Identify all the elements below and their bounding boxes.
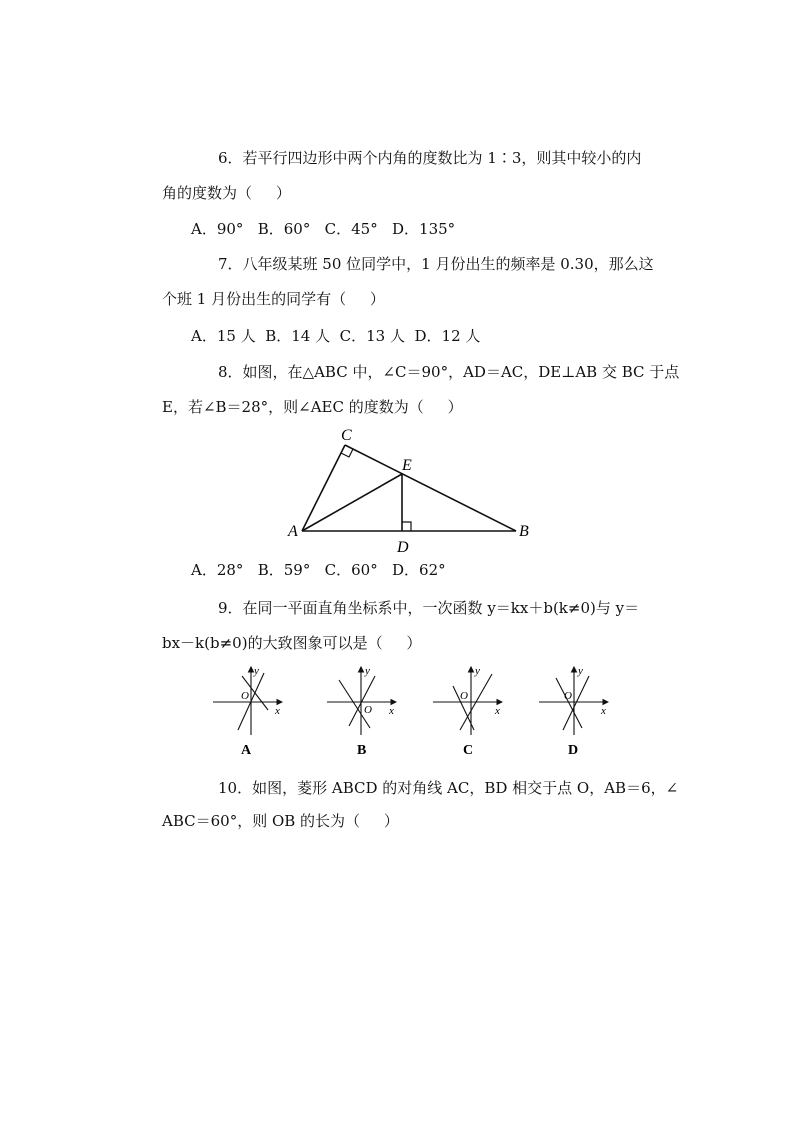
q6-line1: 6．若平行四边形中两个内角的度数比为 1∶3，则其中较小的内 [218, 149, 642, 167]
graph-b-x-label: x [389, 705, 394, 717]
q9-line1: 9．在同一平面直角坐标系中，一次函数 y＝kx＋b(k≠0)与 y＝ [218, 599, 640, 617]
graph-d-line-1 [556, 678, 582, 728]
graph-d-y-label: y [578, 665, 583, 677]
q7-line1: 7．八年级某班 50 位同学中，1 月份出生的频率是 0.30，那么这 [218, 255, 654, 273]
label-b: B [519, 523, 529, 540]
segment-cb [345, 445, 516, 531]
right-angle-mark-c [341, 449, 353, 457]
q7-options: A．15 人 B．14 人 C．13 人 D．12 人 [191, 327, 481, 345]
graph-a-line-2 [242, 676, 268, 710]
graph-a-y-label: y [254, 665, 259, 677]
graph-b [327, 667, 396, 735]
label-e: E [402, 457, 412, 474]
graph-b-label: B [357, 743, 367, 758]
q7-line2: 个班 1 月份出生的同学有（ ） [162, 290, 385, 308]
q6-line2: 角的度数为（ ） [162, 184, 291, 202]
segment-ac [302, 445, 345, 531]
graph-c-line-1 [453, 686, 474, 730]
graph-d-x-label: x [601, 705, 606, 717]
graph-d [539, 667, 608, 735]
graph-a [213, 667, 282, 735]
graph-b-origin: O [364, 704, 372, 716]
graph-a-origin: O [241, 690, 249, 702]
label-a: A [288, 523, 298, 540]
graph-c-x-label: x [495, 705, 500, 717]
graph-c-line-2 [460, 674, 492, 730]
graph-d-label: D [568, 743, 579, 758]
right-angle-mark-d [402, 522, 411, 531]
label-d: D [397, 539, 409, 556]
q6-options: A．90° B．60° C．45° D．135° [191, 220, 456, 238]
graph-c-y-label: y [475, 665, 480, 677]
q8-options: A．28° B．59° C．60° D．62° [191, 561, 446, 579]
label-c: C [341, 427, 352, 444]
graph-c-label: C [463, 743, 474, 758]
q10-line2: ABC＝60°，则 OB 的长为（ ） [162, 812, 399, 830]
graph-a-label: A [241, 743, 252, 758]
graph-b-line-2 [349, 676, 375, 726]
q10-line1: 10．如图，菱形 ABCD 的对角线 AC，BD 相交于点 O，AB＝6，∠ [218, 779, 679, 797]
q8-line2: E，若∠B＝28°，则∠AEC 的度数为（ ） [162, 398, 463, 416]
graph-d-line-2 [563, 676, 589, 730]
graph-a-x-label: x [275, 705, 280, 717]
q9-line2: bx－k(b≠0)的大致图象可以是（ ） [162, 634, 422, 652]
graph-b-line-1 [339, 680, 370, 728]
graph-b-y-label: y [365, 665, 370, 677]
segment-ae [302, 474, 402, 531]
graph-c [433, 667, 502, 735]
graph-c-origin: O [460, 690, 468, 702]
graph-d-origin: O [564, 690, 572, 702]
graph-a-line-1 [238, 673, 264, 730]
q8-line1: 8．如图，在△ABC 中，∠C＝90°，AD＝AC，DE⊥AB 交 BC 于点 [218, 363, 680, 381]
